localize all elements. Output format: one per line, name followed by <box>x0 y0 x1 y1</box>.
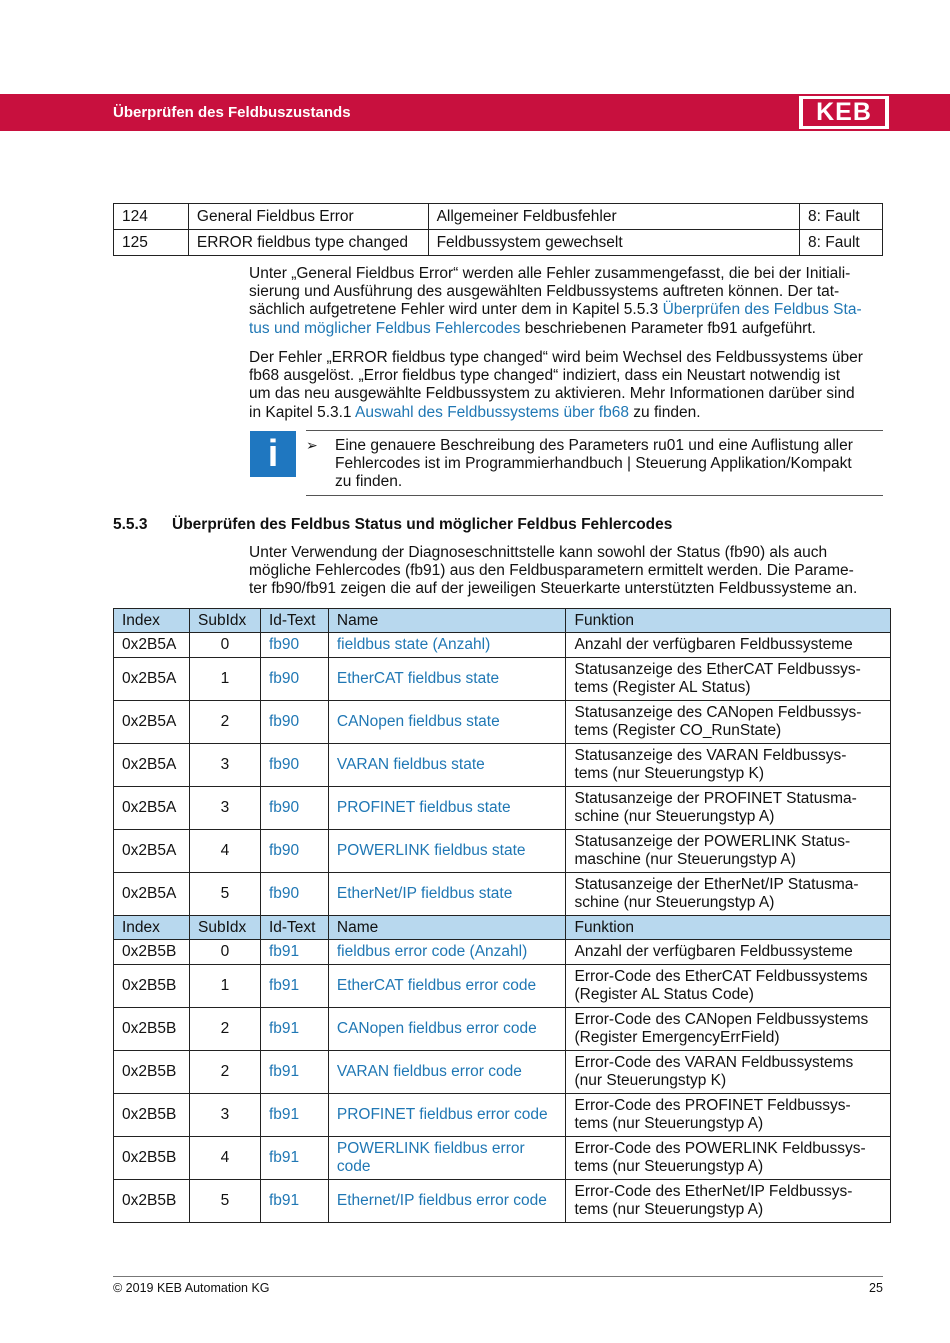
header-index: Index <box>114 916 190 940</box>
cell-subidx: 0 <box>189 633 260 658</box>
cell-name[interactable] <box>328 965 566 1008</box>
text-line: sierung und Ausführung des ausgewählten Feldbussystems auftreten können. Der tat- <box>249 283 840 301</box>
table-row <box>114 633 891 658</box>
cell-funktion-line: (Register EmergencyErrField) <box>574 1029 780 1046</box>
cell-index: 0x2B5A <box>114 744 190 787</box>
cell-name[interactable] <box>328 1137 566 1180</box>
cell-index: 0x2B5A <box>114 633 190 658</box>
header-title: Überprüfen des Feldbuszustands <box>113 104 351 121</box>
table-row <box>114 658 891 701</box>
table-row <box>114 230 883 256</box>
cell-name-line: CANopen fieldbus state <box>336 713 500 730</box>
cell-name[interactable] <box>328 633 566 658</box>
cell-index: 0x2B5A <box>114 830 190 873</box>
text-line: Unter „General Fieldbus Error“ werden alle Fehler zusammengefasst, die bei der Initiali- <box>249 265 851 282</box>
header-id-text: Id-Text <box>260 916 328 940</box>
cell-id-text[interactable]: fb90 <box>260 873 328 916</box>
cell-funktion <box>566 873 891 916</box>
parameter-table <box>113 608 891 1223</box>
header-name: Name <box>328 916 566 940</box>
cell-funktion <box>566 1137 891 1180</box>
error-code-table <box>113 203 883 256</box>
error-number: 124 <box>114 204 189 230</box>
cell-funktion <box>566 701 891 744</box>
error-name-en: ERROR fieldbus type changed <box>188 230 428 256</box>
cell-subidx: 0 <box>189 940 260 965</box>
cell-index: 0x2B5B <box>114 1051 190 1094</box>
table-row <box>114 787 891 830</box>
cell-subidx: 3 <box>189 787 260 830</box>
paragraph-general-error <box>249 265 885 338</box>
cell-funktion-line: Error-Code des POWERLINK Feldbussys- <box>574 1140 866 1157</box>
cell-id-text[interactable]: fb91 <box>260 965 328 1008</box>
cell-funktion-line: Statusanzeige der PROFINET Statusma- <box>574 790 857 807</box>
text-line <box>249 320 885 338</box>
text-span: in Kapitel 5.3.1 <box>249 403 355 421</box>
cell-name[interactable] <box>328 873 566 916</box>
cell-funktion-line: Statusanzeige der POWERLINK Status- <box>574 833 851 850</box>
paragraph-diagnostics <box>249 544 885 599</box>
error-name-de: Allgemeiner Feldbusfehler <box>428 204 799 230</box>
cell-subidx: 4 <box>189 1137 260 1180</box>
note-top-divider <box>306 430 883 431</box>
cell-funktion-line: schine (nur Steuerungstyp A) <box>574 894 775 911</box>
cell-funktion-line: tems (Register CO_RunState) <box>574 722 782 739</box>
text-line: Unter Verwendung der Diagnoseschnittstelle kann sowohl der Status (fb90) als auch <box>249 544 828 561</box>
section-number: 5.5.3 <box>113 516 148 533</box>
text-line: ter fb90/fb91 zeigen die auf der jeweiligen Steuerkarte unterstützten Feldbussysteme an. <box>249 580 858 598</box>
keb-logo <box>799 96 889 129</box>
cell-subidx: 1 <box>189 658 260 701</box>
footer-copyright: © 2019 KEB Automation KG <box>113 1281 270 1295</box>
cell-subidx: 2 <box>189 1008 260 1051</box>
text-line: mögliche Fehlercodes (fb91) aus den Feldbusparametern ermittelt werden. Die Parame- <box>249 562 854 580</box>
cell-name-line: POWERLINK fieldbus error <box>336 1140 525 1157</box>
cell-funktion <box>566 940 891 965</box>
error-number: 125 <box>114 230 189 256</box>
cell-id-text[interactable]: fb90 <box>260 633 328 658</box>
cell-funktion <box>566 787 891 830</box>
cell-funktion-line: Anzahl der verfügbaren Feldbussysteme <box>574 636 853 653</box>
cell-name-line: PROFINET fieldbus error code <box>336 1106 548 1123</box>
cell-funktion <box>566 965 891 1008</box>
cell-name-line: fieldbus state (Anzahl) <box>336 636 491 653</box>
cell-subidx: 5 <box>189 1180 260 1223</box>
error-name-de: Feldbussystem gewechselt <box>428 230 799 256</box>
header-subidx: SubIdx <box>189 609 260 633</box>
cell-funktion <box>566 1094 891 1137</box>
cell-name[interactable] <box>328 658 566 701</box>
cell-name-line: PROFINET fieldbus state <box>336 799 511 816</box>
cell-id-text[interactable]: fb91 <box>260 1094 328 1137</box>
text-span: zu finden. <box>628 403 701 421</box>
cell-funktion-line: Statusanzeige des CANopen Feldbussys- <box>574 704 862 721</box>
cell-id-text[interactable]: fb91 <box>260 1137 328 1180</box>
cell-funktion <box>566 1180 891 1223</box>
cell-subidx: 1 <box>189 965 260 1008</box>
table-row <box>114 204 883 230</box>
cell-funktion-line: Error-Code des VARAN Feldbussystems <box>574 1054 854 1071</box>
note-bottom-divider <box>306 495 883 496</box>
header-funktion: Funktion <box>566 916 891 940</box>
cell-index: 0x2B5A <box>114 787 190 830</box>
cell-name[interactable] <box>328 830 566 873</box>
cell-index: 0x2B5B <box>114 1008 190 1051</box>
cell-funktion-line: Anzahl der verfügbaren Feldbussysteme <box>574 943 853 960</box>
cell-funktion-line: tems (nur Steuerungstyp A) <box>574 1201 764 1218</box>
cell-index: 0x2B5B <box>114 940 190 965</box>
cell-funktion-line: tems (Register AL Status) <box>574 679 751 696</box>
cell-name[interactable] <box>328 1008 566 1051</box>
cell-funktion <box>566 830 891 873</box>
cell-funktion-line: Error-Code des CANopen Feldbussystems <box>574 1011 869 1028</box>
cell-id-text[interactable]: fb90 <box>260 787 328 830</box>
text-line: fb68 ausgelöst. „Error fieldbus type changed“ indiziert, dass ein Neustart notwendig ist <box>249 367 841 385</box>
table-row <box>114 1051 891 1094</box>
info-note-text <box>335 437 883 492</box>
cell-subidx: 2 <box>189 1051 260 1094</box>
table-header-row <box>114 609 891 633</box>
cell-index: 0x2B5B <box>114 1094 190 1137</box>
cell-funktion <box>566 658 891 701</box>
header-name: Name <box>328 609 566 633</box>
text-line: um das neu ausgewählte Feldbussystem zu aktivieren. Mehr Informationen darüber sind <box>249 385 855 403</box>
cell-funktion <box>566 1051 891 1094</box>
footer-divider <box>113 1276 883 1277</box>
cell-id-text[interactable]: fb91 <box>260 1008 328 1051</box>
cell-subidx: 3 <box>189 1094 260 1137</box>
table-header-row <box>114 916 891 940</box>
cell-id-text[interactable]: fb91 <box>260 1180 328 1223</box>
cell-index: 0x2B5A <box>114 701 190 744</box>
table-row <box>114 1180 891 1223</box>
cell-id-text[interactable]: fb90 <box>260 658 328 701</box>
cell-name[interactable] <box>328 1094 566 1137</box>
cell-name-line: EtherNet/IP fieldbus state <box>336 885 513 902</box>
error-reaction: 8: Fault <box>800 204 883 230</box>
cell-name[interactable] <box>328 940 566 965</box>
chapter-link[interactable]: Auswahl des Feldbussystems über fb68 <box>355 403 629 421</box>
cell-funktion-line: Error-Code des PROFINET Feldbussys- <box>574 1097 851 1114</box>
cell-funktion-line: schine (nur Steuerungstyp A) <box>574 808 775 825</box>
cell-funktion <box>566 1008 891 1051</box>
cell-funktion-line: Error-Code des EtherNet/IP Feldbussys- <box>574 1183 853 1200</box>
text-line <box>249 404 885 422</box>
cell-subidx: 4 <box>189 830 260 873</box>
table-row <box>114 744 891 787</box>
cell-funktion-line: Statusanzeige des EtherCAT Feldbussys- <box>574 661 861 678</box>
keb-logo-text: KEB <box>803 99 885 126</box>
cell-funktion-line: tems (nur Steuerungstyp A) <box>574 1158 764 1175</box>
cell-funktion <box>566 633 891 658</box>
cell-funktion-line: tems (nur Steuerungstyp K) <box>574 765 765 782</box>
cell-name-line: EtherCAT fieldbus error code <box>336 977 537 994</box>
header-index: Index <box>114 609 190 633</box>
text-line: zu finden. <box>335 473 403 491</box>
page-number: 25 <box>869 1281 883 1295</box>
cell-name[interactable] <box>328 787 566 830</box>
chapter-link[interactable]: Überprüfen des Feldbus Sta- <box>662 301 862 319</box>
table-row <box>114 1008 891 1051</box>
cell-id-text[interactable]: fb91 <box>260 1051 328 1094</box>
cell-funktion <box>566 744 891 787</box>
cell-name-line: code <box>336 1158 371 1175</box>
section-title: Überprüfen des Feldbus Status und möglicher Feldbus Fehlercodes <box>172 516 673 533</box>
header-id-text: Id-Text <box>260 609 328 633</box>
cell-funktion-line: tems (nur Steuerungstyp A) <box>574 1115 764 1132</box>
cell-subidx: 5 <box>189 873 260 916</box>
table-row <box>114 873 891 916</box>
text-line: Eine genauere Beschreibung des Parameters ru01 und eine Auflistung aller <box>335 437 853 454</box>
cell-funktion-line: (Register AL Status Code) <box>574 986 754 1003</box>
cell-name[interactable] <box>328 744 566 787</box>
text-span: sächlich aufgetretene Fehler wird unter dem in Kapitel 5.5.3 <box>249 301 663 319</box>
error-reaction: 8: Fault <box>800 230 883 256</box>
cell-index: 0x2B5B <box>114 965 190 1008</box>
header-subidx: SubIdx <box>189 916 260 940</box>
cell-funktion-line: maschine (nur Steuerungstyp A) <box>574 851 796 868</box>
cell-name-line: POWERLINK fieldbus state <box>336 842 526 859</box>
table-row <box>114 1137 891 1180</box>
text-line: Der Fehler „ERROR fieldbus type changed“ wird beim Wechsel des Feldbussystems über <box>249 349 863 366</box>
header-funktion: Funktion <box>566 609 891 633</box>
paragraph-type-changed <box>249 349 885 422</box>
cell-index: 0x2B5B <box>114 1137 190 1180</box>
cell-funktion-line: Error-Code des EtherCAT Feldbussystems <box>574 968 868 985</box>
cell-subidx: 3 <box>189 744 260 787</box>
cell-id-text[interactable]: fb91 <box>260 940 328 965</box>
cell-name-line: VARAN fieldbus state <box>336 756 485 773</box>
cell-name-line: Ethernet/IP fieldbus error code <box>336 1192 547 1209</box>
cell-index: 0x2B5A <box>114 873 190 916</box>
cell-name[interactable] <box>328 701 566 744</box>
table-row <box>114 965 891 1008</box>
cell-id-text[interactable]: fb90 <box>260 744 328 787</box>
cell-name-line: EtherCAT fieldbus state <box>336 670 500 687</box>
cell-name-line: CANopen fieldbus error code <box>336 1020 537 1037</box>
cell-id-text[interactable]: fb90 <box>260 830 328 873</box>
info-icon: i <box>250 431 296 477</box>
cell-name-line: VARAN fieldbus error code <box>336 1063 522 1080</box>
text-line: Fehlercodes ist im Programmierhandbuch | Steuerung Applikation/Kompakt <box>335 455 852 473</box>
table-row <box>114 701 891 744</box>
cell-funktion-line: Statusanzeige des VARAN Feldbussys- <box>574 747 847 764</box>
text-span: beschriebenen Parameter fb91 aufgeführt. <box>520 319 816 337</box>
cell-index: 0x2B5A <box>114 658 190 701</box>
chapter-link[interactable]: tus und möglicher Feldbus Fehlercodes <box>249 319 521 337</box>
cell-id-text[interactable]: fb90 <box>260 701 328 744</box>
text-line <box>249 301 885 319</box>
cell-funktion-line: (nur Steuerungstyp K) <box>574 1072 727 1089</box>
cell-subidx: 2 <box>189 701 260 744</box>
bullet-arrow-icon: ➢ <box>306 437 318 453</box>
cell-name-line: fieldbus error code (Anzahl) <box>336 943 528 960</box>
cell-index: 0x2B5B <box>114 1180 190 1223</box>
table-row <box>114 830 891 873</box>
error-name-en: General Fieldbus Error <box>188 204 428 230</box>
cell-name[interactable] <box>328 1180 566 1223</box>
table-row <box>114 1094 891 1137</box>
table-row <box>114 940 891 965</box>
cell-name[interactable] <box>328 1051 566 1094</box>
cell-funktion-line: Statusanzeige der EtherNet/IP Statusma- <box>574 876 859 893</box>
